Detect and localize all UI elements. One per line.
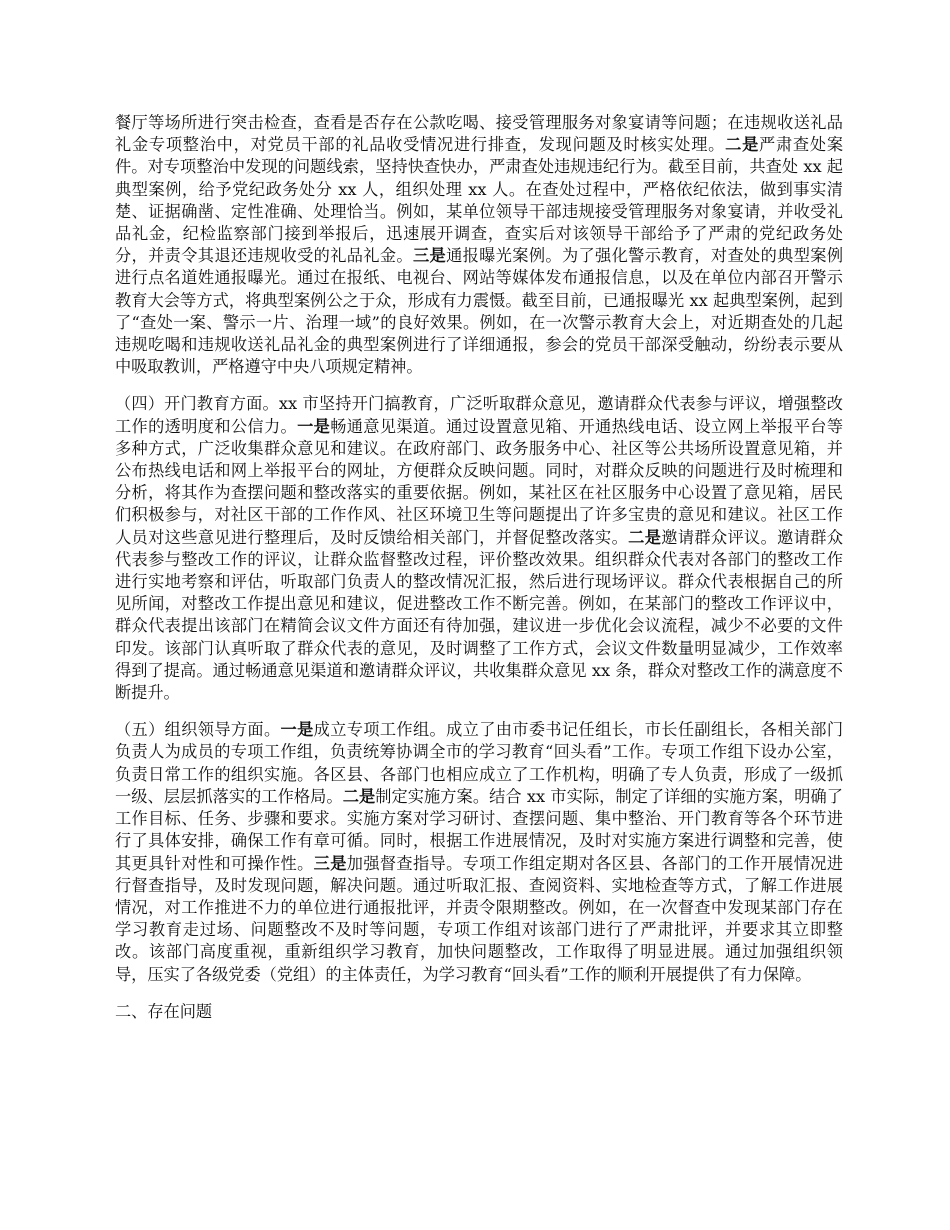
text-run: 严肃查处案件。对专项整治中发现的问题线索，坚持快查快办，严肃查处违规违纪行为。截至目前，共查处 xx 起典型案例，给予党纪政务处分 xx 人，组织处理 xx 人。在查处过程中，严格依纪依法，做到事实清楚、证据确凿、定性准确、处理恰当。例如，某单位领导干部违规接受管理服务对象宴请，并收受礼品礼金，纪检监察部门接到举报后，迅速展开调查，查实后对该领导干部给予了严肃的党纪政务处分，并责令其退还违规收受的礼品礼金。 bbox=[115, 135, 844, 266]
section-heading: 二、存在问题 bbox=[115, 1001, 213, 1021]
text-run: 加强督查指导。专项工作组定期对各区县、各部门的工作开展情况进行督查指导，及时发现问题，解决问题。通过听取汇报、查阅资料、实地检查等方式，了解工作进展情况，对工作推进不力的单位进行通报批评，并责令限期整改。例如，在一次督查中发现某部门存在学习教育走过场、问题整改不及时等问题，专项工作组对该部门进行了严肃批评，并要求其立即整改。该部门高度重视，重新组织学习教育，加快问题整改，工作取得了明显进展。通过加强组织领导，压实了各级党委（党组）的主体责任，为学习教育“回头看”工作的顺利开展提供了有力保障。 bbox=[115, 853, 844, 984]
text-run: 成立专项工作组。成立了由市委书记任组长，市长任副组长，各相关部门负责人为成员的专项工作组，负责统筹协调全市的学习教育“回头看”工作。专项工作组下设办公室，负责日常工作的组织实施。各区县、各部门也相应成立了工作机构，明确了专人负责，形成了一级抓一级、层层抓落实的工作格局。 bbox=[115, 720, 844, 806]
bold-lead-in: 一是 bbox=[280, 720, 314, 740]
bold-lead-in: 二是 bbox=[628, 527, 662, 547]
paragraph-case-handling bbox=[115, 112, 843, 378]
text-run: 邀请群众评议。邀请群众代表参与整改工作的评议，让群众监督整改过程，评价整改效果。组织群众代表对各部门的整改工作进行实地考察和评估，听取部门负责人的整改情况汇报，然后进行现场评议。群众代表根据自己的所见所闻，对整改工作提出意见和建议，促进整改工作不断完善。例如，在某部门的整改工作评议中，群众代表提出该部门在精简会议文件方面还有待加强，建议进一步优化会议流程，减少不必要的文件印发。该部门认真听取了群众代表的意见，及时调整了工作方式，会议文件数量明显减少，工作效率得到了提高。通过畅通意见渠道和邀请群众评议，共收集群众意见 xx 条，群众对整改工作的满意度不断提升。 bbox=[115, 527, 844, 703]
paragraph-open-education bbox=[115, 393, 843, 704]
text-run: 通报曝光案例。为了强化警示教育，对查处的典型案例进行点名道姓通报曝光。通过在报纸、电视台、网站等媒体发布通报信息，以及在单位内部召开警示教育大会等方式，将典型案例公之于众，形成有力震慑。截至目前，已通报曝光 xx 起典型案例，起到了“查处一案、警示一片、治理一域”的良好效果。例如，在一次警示教育大会上，对近期查处的几起违规吃喝和违规收送礼品礼金的典型案例进行了详细通报，参会的党员干部深受触动，纷纷表示要从中吸取教训，严格遵守中央八项规定精神。 bbox=[115, 246, 844, 377]
bold-lead-in: 三是 bbox=[313, 853, 347, 873]
bold-lead-in: 二是 bbox=[725, 135, 760, 155]
text-run: （五）组织领导方面。 bbox=[115, 720, 281, 740]
bold-lead-in: 三是 bbox=[412, 246, 447, 266]
text-run: 餐厅等场所进行突击检查，查看是否存在公款吃喝、接受管理服务对象宴请等问题；在违规收送礼品礼金专项整治中，对党员干部的礼品收受情况进行排查，发现问题及时核实处理。 bbox=[115, 113, 843, 155]
paragraph-organization-leadership bbox=[115, 719, 843, 985]
bold-lead-in: 一是 bbox=[297, 416, 331, 436]
text-run: （四）开门教育方面。xx 市坚持开门搞教育，广泛听取群众意见，邀请群众代表参与评议，增强整改工作的透明度和公信力。 bbox=[115, 394, 843, 436]
bold-lead-in: 二是 bbox=[342, 786, 376, 806]
text-run: 畅通意见渠道。通过设置意见箱、开通热线电话、设立网上举报平台等多种方式，广泛收集群众意见和建议。在政府部门、政务服务中心、社区等公共场所设置意见箱，并公布热线电话和网上举报平台的网址，方便群众反映问题。同时，对群众反映的问题进行及时梳理和分析，将其作为查摆问题和整改落实的重要依据。例如，某社区在社区服务中心设置了意见箱，居民们积极参与，对社区干部的工作作风、社区环境卫生等问题提出了许多宝贵的意见和建议。社区工作人员对这些意见进行整理后，及时反馈给相关部门，并督促整改落实。 bbox=[115, 416, 844, 547]
document-page bbox=[115, 112, 843, 1023]
text-run: 制定实施方案。结合 xx 市实际，制定了详细的实施方案，明确了工作目标、任务、步骤和要求。实施方案对学习研讨、查摆问题、集中整治、开门教育等各个环节进行了具体安排，确保工作有章可循。同时，根据工作进展情况，及时对实施方案进行调整和完善，使其更具针对性和可操作性。 bbox=[115, 786, 843, 873]
